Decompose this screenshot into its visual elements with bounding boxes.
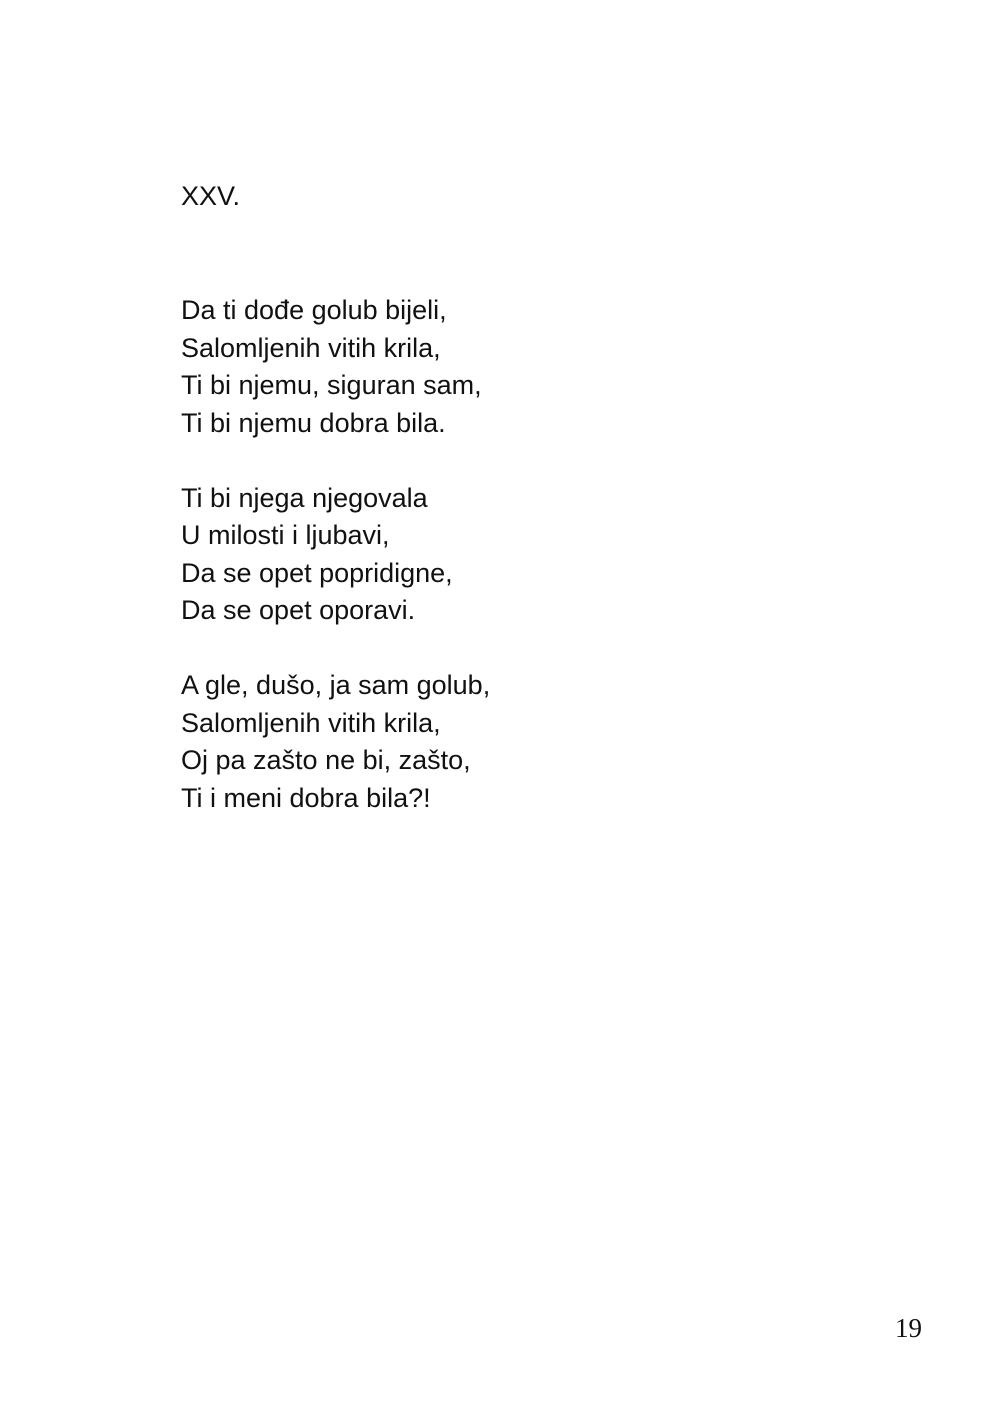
stanza-3: [181, 667, 490, 817]
stanza-1: [181, 292, 490, 442]
poem-line: Ti bi njemu dobra bila.: [181, 407, 446, 438]
poem-line: Salomljenih vitih krila,: [181, 707, 441, 738]
poem-line: Ti bi njega njegovala: [181, 482, 428, 513]
poem-line: Oj pa zašto ne bi, zašto,: [181, 745, 471, 775]
poem-line: Ti i meni dobra bila?!: [181, 782, 431, 813]
poem-line: Da ti dođe golub bijeli,: [181, 295, 447, 325]
poem-line: A gle, dušo, ja sam golub,: [181, 670, 491, 700]
poem-title: XXV.: [181, 181, 241, 211]
poem-line: Ti bi njemu, siguran sam,: [181, 370, 482, 400]
poem-line: U milosti i ljubavi,: [181, 520, 390, 550]
poem-line: Salomljenih vitih krila,: [181, 332, 441, 363]
poem-line: Da se opet popridigne,: [181, 557, 453, 588]
page-number: 19: [895, 1313, 922, 1343]
poem-body: [181, 292, 490, 855]
poem-line: Da se opet oporavi.: [181, 595, 416, 625]
stanza-2: [181, 480, 490, 630]
